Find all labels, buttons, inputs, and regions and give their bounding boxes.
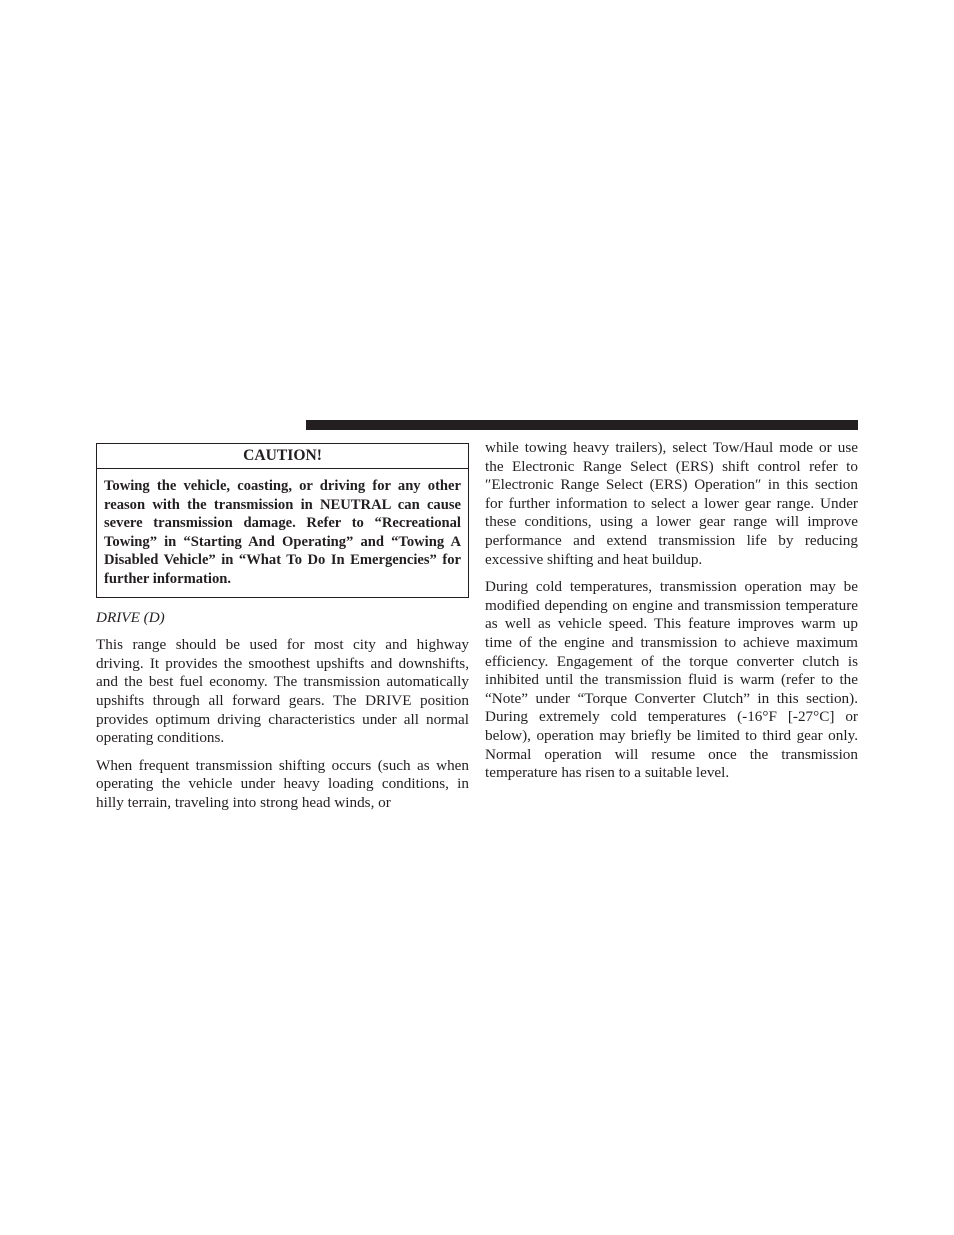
right-column — [485, 439, 858, 783]
caution-body: Towing the vehicle, coasting, or driving for any other reason with the transmission in NEUTRAL can cause severe transmission damage. Refer to “Recreational Towing” in “Starting And Operating” and “Towing A Disabled Vehicle” in “What To Do In Emergencies” for further information. — [104, 478, 461, 587]
cold-temperature-paragraph: During cold temperatures, transmission operation may be modified depending on engine and transmission temperature as well as vehicle speed. This feature improves warm up time of the engine and transmission to achieve maximum efficiency. Engagement of the torque converter clutch is inhibited until the transmission fluid is warm (refer to the “Note” under “Torque Converter Clutch” in this section). During extremely cold temperatures (-16°F [-27°C] or below), operation may briefly be limited to third gear only. Normal operation will resume once the transmission temperature has risen to a suitable level. — [485, 578, 858, 782]
drive-paragraph: This range should be used for most city and highway driving. It provides the smoothest upshifts and downshifts, and the best fuel economy. The transmission automatically upshifts through all forward gears. The DRIVE position provides optimum driving characteristics under all normal operating conditions. — [96, 636, 469, 747]
shifting-paragraph-continued: while towing heavy trailers), select Tow/Haul mode or use the Electronic Range Select (ERS) shift control refer to ″Electronic Range Select (ERS) Operation″ in this section for further information to select a lower gear range. Under these conditions, using a lower gear range will improve performance and extend transmission life by reducing excessive shifting and heat buildup. — [485, 439, 858, 568]
drive-heading: DRIVE (D) — [96, 608, 165, 626]
section-header-rule — [306, 420, 858, 430]
shifting-paragraph-start: When frequent transmission shifting occurs (such as when operating the vehicle under heavy loading conditions, in hilly terrain, traveling into strong head winds, or — [96, 756, 469, 811]
caution-box — [96, 443, 469, 598]
left-column — [96, 443, 469, 813]
caution-title: CAUTION! — [97, 444, 468, 469]
